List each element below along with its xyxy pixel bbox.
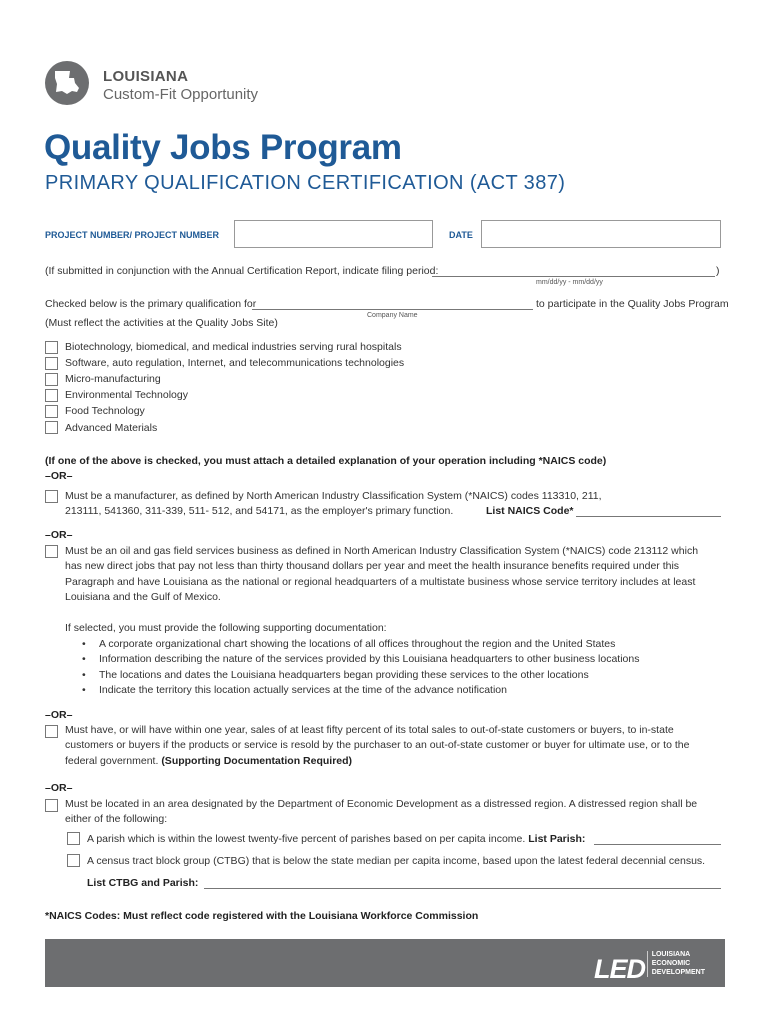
docs-bullet: • bbox=[82, 638, 86, 650]
industry-checkbox-software[interactable] bbox=[45, 357, 58, 370]
industry-checkbox-biotech[interactable] bbox=[45, 341, 58, 354]
date-label: DATE bbox=[449, 230, 473, 240]
brand-tagline: Custom-Fit Opportunity bbox=[103, 86, 259, 103]
footer-bar bbox=[45, 939, 725, 987]
led-org-line: LOUISIANA bbox=[651, 951, 691, 958]
docs-item: The locations and dates the Louisiana headquarters began providing these services to the other locations bbox=[99, 669, 589, 681]
docs-item: A corporate organizational chart showing the locations of all offices throughout the region and the United States bbox=[99, 638, 616, 650]
parish-list-label: List Parish: bbox=[528, 833, 586, 845]
parish-checkbox[interactable] bbox=[67, 832, 80, 845]
or-divider: –OR– bbox=[45, 470, 73, 482]
docs-bullet: • bbox=[82, 653, 86, 665]
docs-item: Indicate the territory this location actually services at the time of the advance notification bbox=[99, 684, 507, 696]
distressed-line1: Must be located in an area designated by the Department of Economic Development as a distressed region. A distressed region shall be bbox=[65, 798, 698, 810]
industry-label-micro: Micro-manufacturing bbox=[65, 373, 161, 385]
industry-label-food: Food Technology bbox=[65, 405, 145, 417]
manufacturer-line1: Must be a manufacturer, as defined by North American Industry Classification System (*NAICS) codes 113310, 211, bbox=[65, 490, 602, 502]
ctbg-checkbox[interactable] bbox=[67, 854, 80, 867]
or-divider: –OR– bbox=[45, 782, 73, 794]
sales-line3 bbox=[65, 754, 352, 770]
attach-note: (If one of the above is checked, you must attach a detailed explanation of your operation including *NAICS code) bbox=[45, 455, 607, 467]
or-divider: –OR– bbox=[45, 709, 73, 721]
manufacturer-line2: 213111, 541360, 311-339, 511- 512, and 54171, as the employer's primary function. bbox=[65, 505, 454, 517]
page-title: Quality Jobs Program bbox=[44, 128, 402, 167]
sales-line3-text: federal government. bbox=[65, 755, 159, 767]
docs-bullet: • bbox=[82, 684, 86, 696]
oil-gas-line2: has new direct jobs that pay not less than thirty thousand dollars per year and meet the health insurance benefits required under this bbox=[65, 560, 680, 572]
oil-gas-line3: Paragraph and have Louisiana as the national or regional headquarters of a multistate business whose service territory includes at least bbox=[65, 576, 696, 588]
company-line-note: (Must reflect the activities at the Quality Jobs Site) bbox=[45, 317, 278, 329]
industry-checkbox-materials[interactable] bbox=[45, 421, 58, 434]
or-divider: –OR– bbox=[45, 529, 73, 541]
filing-period-hint: mm/dd/yy - mm/dd/yy bbox=[536, 279, 603, 286]
sales-line1: Must have, or will have within one year, sales of at least fifty percent of its total sales to out-of-state customers or buyers, to in-state bbox=[65, 724, 674, 736]
led-logo: LED bbox=[594, 954, 645, 984]
sales-doc-required: (Supporting Documentation Required) bbox=[161, 755, 353, 767]
manufacturer-checkbox[interactable] bbox=[45, 490, 58, 503]
industry-checkbox-micro[interactable] bbox=[45, 373, 58, 386]
project-number-label: PROJECT NUMBER/ PROJECT NUMBER bbox=[45, 230, 220, 240]
industry-label-software: Software, auto regulation, Internet, and telecommunications technologies bbox=[65, 357, 405, 369]
oil-gas-checkbox[interactable] bbox=[45, 545, 58, 558]
parish-field[interactable] bbox=[594, 844, 721, 845]
docs-bullet: • bbox=[82, 669, 86, 681]
industry-checkbox-environmental[interactable] bbox=[45, 389, 58, 402]
industry-label-biotech: Biotechnology, biomedical, and medical industries serving rural hospitals bbox=[65, 341, 402, 353]
sales-line2: customers or buyers if the products or service is resold by the purchaser to an out-of-state customer or buyer for ultimate use, or to the bbox=[65, 739, 690, 751]
ctbg-description: A census tract block group (CTBG) that is below the state median per capita income, based upon the latest federal decennial census. bbox=[87, 855, 706, 867]
distressed-checkbox[interactable] bbox=[45, 799, 58, 812]
parish-text bbox=[87, 832, 585, 848]
filing-period-close: ) bbox=[716, 265, 720, 277]
naics-code-field[interactable] bbox=[576, 516, 721, 517]
naics-note: *NAICS Codes: Must reflect code registered with the Louisiana Workforce Commission bbox=[45, 910, 479, 922]
company-line-before: Checked below is the primary qualification for bbox=[45, 298, 257, 310]
industry-checkbox-food[interactable] bbox=[45, 405, 58, 418]
sales-checkbox[interactable] bbox=[45, 725, 58, 738]
filing-period-text: (If submitted in conjunction with the Annual Certification Report, indicate filing period: bbox=[45, 265, 439, 277]
page-subtitle: PRIMARY QUALIFICATION CERTIFICATION (ACT 387) bbox=[45, 172, 566, 194]
industry-label-materials: Advanced Materials bbox=[65, 422, 158, 434]
docs-intro: If selected, you must provide the following supporting documentation: bbox=[65, 622, 387, 634]
docs-item: Information describing the nature of the services provided by this Louisiana headquarters to other business locations bbox=[99, 653, 640, 665]
led-org-line: ECONOMIC bbox=[651, 959, 691, 967]
oil-gas-line1: Must be an oil and gas field services business as defined in North American Industry Classification System (*NAICS) code 213112 which bbox=[65, 545, 699, 557]
industry-label-environmental: Environmental Technology bbox=[65, 389, 188, 401]
ctbg-field[interactable] bbox=[204, 888, 721, 889]
company-line-after: to participate in the Quality Jobs Program bbox=[536, 298, 729, 310]
company-name-field[interactable] bbox=[252, 309, 533, 310]
project-number-field[interactable] bbox=[234, 220, 433, 248]
parish-description: A parish which is within the lowest twenty-five percent of parishes based on per capita income. bbox=[87, 833, 526, 845]
naics-code-label: List NAICS Code* bbox=[486, 505, 574, 517]
ctbg-list-label: List CTBG and Parish: bbox=[87, 877, 199, 889]
oil-gas-line4: Louisiana and the Gulf of Mexico. bbox=[65, 591, 221, 603]
louisiana-logo-icon bbox=[45, 61, 89, 105]
led-org-line: DEVELOPMENT bbox=[651, 968, 705, 976]
date-field[interactable] bbox=[481, 220, 721, 248]
filing-period-field[interactable] bbox=[432, 276, 715, 277]
brand-name: LOUISIANA bbox=[103, 68, 189, 85]
distressed-line2: either of the following: bbox=[65, 813, 168, 825]
company-name-hint: Company Name bbox=[367, 312, 418, 319]
led-org-name bbox=[647, 951, 705, 977]
